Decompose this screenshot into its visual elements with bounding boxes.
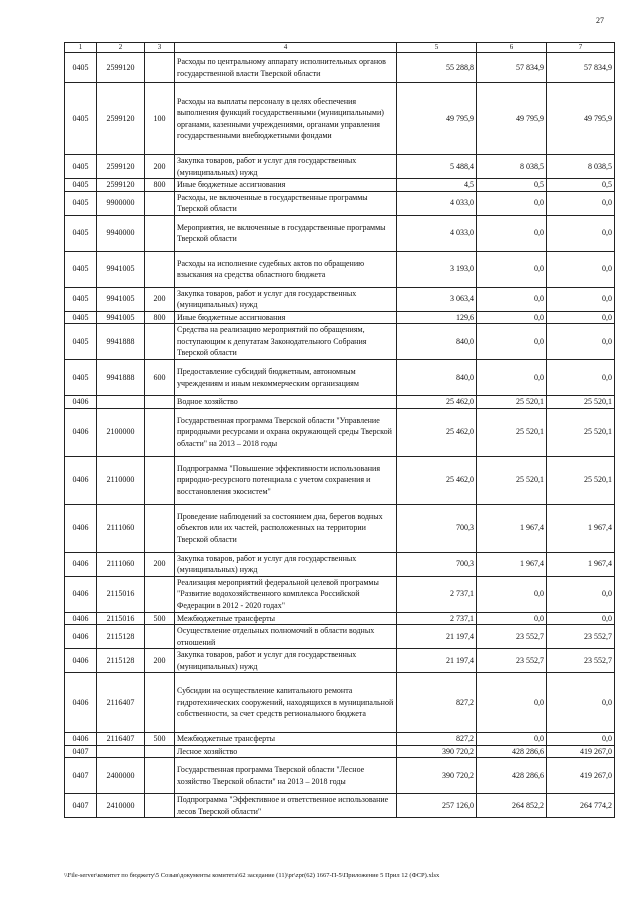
- section-code: 0407: [65, 794, 97, 818]
- section-code: 0406: [65, 733, 97, 746]
- row-description: Водное хозяйство: [175, 396, 397, 409]
- target-article-code: 2100000: [97, 408, 145, 456]
- table-row: [65, 179, 615, 192]
- expense-type-code: 500: [145, 733, 175, 746]
- value-col-6: 0,0: [477, 673, 547, 733]
- value-col-6: 23 552,7: [477, 649, 547, 673]
- value-col-7: 0,0: [547, 360, 615, 396]
- target-article-code: 2111060: [97, 552, 145, 576]
- table-row: [65, 733, 615, 746]
- expense-type-code: 600: [145, 360, 175, 396]
- table-row: [65, 324, 615, 360]
- budget-table: [64, 42, 615, 818]
- column-header: 2: [97, 43, 145, 53]
- table-row: [65, 155, 615, 179]
- value-col-6: 0,0: [477, 360, 547, 396]
- expense-type-code: [145, 408, 175, 456]
- section-code: 0405: [65, 215, 97, 251]
- section-code: 0405: [65, 155, 97, 179]
- target-article-code: [97, 396, 145, 409]
- value-col-6: 8 038,5: [477, 155, 547, 179]
- row-description: Межбюджетные трансферты: [175, 612, 397, 625]
- expense-type-code: 800: [145, 179, 175, 192]
- row-description: Иные бюджетные ассигнования: [175, 311, 397, 324]
- value-col-6: 0,0: [477, 215, 547, 251]
- value-col-6: 264 852,2: [477, 794, 547, 818]
- expense-type-code: [145, 215, 175, 251]
- value-col-6: 25 520,1: [477, 408, 547, 456]
- table-row: [65, 758, 615, 794]
- value-col-5: 25 462,0: [397, 408, 477, 456]
- table-row: [65, 504, 615, 552]
- section-code: 0406: [65, 612, 97, 625]
- value-col-7: 1 967,4: [547, 552, 615, 576]
- target-article-code: 9941888: [97, 360, 145, 396]
- value-col-6: 0,0: [477, 324, 547, 360]
- value-col-5: 700,3: [397, 504, 477, 552]
- value-col-6: 25 520,1: [477, 396, 547, 409]
- value-col-6: 25 520,1: [477, 456, 547, 504]
- section-code: 0405: [65, 179, 97, 192]
- column-header: 1: [65, 43, 97, 53]
- table-row: [65, 311, 615, 324]
- expense-type-code: [145, 53, 175, 83]
- section-code: 0405: [65, 53, 97, 83]
- value-col-6: 0,0: [477, 311, 547, 324]
- expense-type-code: [145, 673, 175, 733]
- target-article-code: 9900000: [97, 191, 145, 215]
- table-row: [65, 83, 615, 155]
- value-col-7: 0,0: [547, 673, 615, 733]
- section-code: 0407: [65, 745, 97, 758]
- row-description: Иные бюджетные ассигнования: [175, 179, 397, 192]
- value-col-7: 0,0: [547, 251, 615, 287]
- value-col-6: 0,0: [477, 612, 547, 625]
- row-description: Реализация мероприятий федеральной целевой программы "Развитие водохозяйственного комплекса Российской Федерации в 2012 - 2020 годах": [175, 576, 397, 612]
- value-col-7: 0,5: [547, 179, 615, 192]
- target-article-code: 2115128: [97, 625, 145, 649]
- expense-type-code: [145, 625, 175, 649]
- value-col-7: 264 774,2: [547, 794, 615, 818]
- row-description: Расходы на исполнение судебных актов по обращению взыскания на средства областного бюджета: [175, 251, 397, 287]
- value-col-7: 23 552,7: [547, 625, 615, 649]
- expense-type-code: [145, 251, 175, 287]
- target-article-code: 2116407: [97, 673, 145, 733]
- table-row: [65, 360, 615, 396]
- target-article-code: 9941005: [97, 287, 145, 311]
- target-article-code: 2115016: [97, 576, 145, 612]
- value-col-5: 5 488,4: [397, 155, 477, 179]
- target-article-code: 9941005: [97, 311, 145, 324]
- value-col-6: 57 834,9: [477, 53, 547, 83]
- table-row: [65, 673, 615, 733]
- value-col-5: 390 720,2: [397, 745, 477, 758]
- target-article-code: 9940000: [97, 215, 145, 251]
- row-description: Государственная программа Тверской области "Лесное хозяйство Тверской области" на 2013 – 2018 годы: [175, 758, 397, 794]
- value-col-5: 25 462,0: [397, 396, 477, 409]
- section-code: 0405: [65, 83, 97, 155]
- table-row: [65, 251, 615, 287]
- value-col-5: 840,0: [397, 324, 477, 360]
- row-description: Проведение наблюдений за состоянием дна, берегов водных объектов или их частей, расположенных на территории Тверской области: [175, 504, 397, 552]
- target-article-code: 2410000: [97, 794, 145, 818]
- value-col-7: 25 520,1: [547, 396, 615, 409]
- row-description: Мероприятия, не включенные в государственные программы Тверской области: [175, 215, 397, 251]
- column-header: 6: [477, 43, 547, 53]
- value-col-6: 0,0: [477, 733, 547, 746]
- value-col-7: 25 520,1: [547, 408, 615, 456]
- value-col-7: 0,0: [547, 311, 615, 324]
- column-header: 3: [145, 43, 175, 53]
- value-col-6: 1 967,4: [477, 552, 547, 576]
- table-row: [65, 745, 615, 758]
- row-description: Лесное хозяйство: [175, 745, 397, 758]
- table-row: [65, 552, 615, 576]
- row-description: Предоставление субсидий бюджетным, автономным учреждениям и иным некоммерческим организациям: [175, 360, 397, 396]
- row-description: Расходы на выплаты персоналу в целях обеспечения выполнения функций государственными (муниципальными) органами, казенными учреждениями, органами управления государственными внебюджетными фондами: [175, 83, 397, 155]
- table-row: [65, 396, 615, 409]
- table-row: [65, 215, 615, 251]
- expense-type-code: 500: [145, 612, 175, 625]
- section-code: 0405: [65, 360, 97, 396]
- section-code: 0406: [65, 504, 97, 552]
- target-article-code: 2115128: [97, 649, 145, 673]
- expense-type-code: 200: [145, 155, 175, 179]
- value-col-5: 2 737,1: [397, 576, 477, 612]
- value-col-6: 0,0: [477, 251, 547, 287]
- section-code: 0406: [65, 649, 97, 673]
- section-code: 0405: [65, 191, 97, 215]
- value-col-5: 827,2: [397, 733, 477, 746]
- row-description: Закупка товаров, работ и услуг для государственных (муниципальных) нужд: [175, 552, 397, 576]
- value-col-7: 419 267,0: [547, 758, 615, 794]
- value-col-5: 2 737,1: [397, 612, 477, 625]
- header-row: [65, 43, 615, 53]
- section-code: 0406: [65, 673, 97, 733]
- section-code: 0406: [65, 396, 97, 409]
- row-description: Средства на реализацию мероприятий по обращениям, поступающим к депутатам Законодательного Собрания Тверской области: [175, 324, 397, 360]
- value-col-5: 827,2: [397, 673, 477, 733]
- section-code: 0406: [65, 408, 97, 456]
- value-col-5: 390 720,2: [397, 758, 477, 794]
- target-article-code: 2111060: [97, 504, 145, 552]
- value-col-7: 0,0: [547, 191, 615, 215]
- table-row: [65, 612, 615, 625]
- section-code: 0405: [65, 251, 97, 287]
- column-header: 5: [397, 43, 477, 53]
- section-code: 0405: [65, 324, 97, 360]
- value-col-7: 0,0: [547, 576, 615, 612]
- value-col-7: 0,0: [547, 612, 615, 625]
- target-article-code: 2400000: [97, 758, 145, 794]
- table-row: [65, 287, 615, 311]
- expense-type-code: [145, 758, 175, 794]
- row-description: Подпрограмма "Эффективное и ответственное использование лесов Тверской области": [175, 794, 397, 818]
- row-description: Государственная программа Тверской области "Управление природными ресурсами и охрана окружающей среды Тверской области" на 2013 – 2018 годы: [175, 408, 397, 456]
- expense-type-code: 200: [145, 287, 175, 311]
- value-col-5: 4 033,0: [397, 191, 477, 215]
- table-row: [65, 625, 615, 649]
- target-article-code: 2115016: [97, 612, 145, 625]
- value-col-7: 0,0: [547, 215, 615, 251]
- value-col-5: 21 197,4: [397, 649, 477, 673]
- expense-type-code: [145, 576, 175, 612]
- expense-type-code: [145, 324, 175, 360]
- section-code: 0406: [65, 456, 97, 504]
- target-article-code: 2599120: [97, 83, 145, 155]
- row-description: Расходы, не включенные в государственные программы Тверской области: [175, 191, 397, 215]
- expense-type-code: [145, 396, 175, 409]
- value-col-5: 129,6: [397, 311, 477, 324]
- value-col-5: 4,5: [397, 179, 477, 192]
- expense-type-code: 200: [145, 649, 175, 673]
- value-col-5: 55 288,8: [397, 53, 477, 83]
- expense-type-code: 200: [145, 552, 175, 576]
- row-description: Осуществление отдельных полномочий в области водных отношений: [175, 625, 397, 649]
- row-description: Закупка товаров, работ и услуг для государственных (муниципальных) нужд: [175, 649, 397, 673]
- value-col-5: 700,3: [397, 552, 477, 576]
- expense-type-code: [145, 794, 175, 818]
- value-col-6: 428 286,6: [477, 758, 547, 794]
- value-col-7: 57 834,9: [547, 53, 615, 83]
- target-article-code: 2110000: [97, 456, 145, 504]
- target-article-code: [97, 745, 145, 758]
- value-col-7: 0,0: [547, 733, 615, 746]
- value-col-7: 8 038,5: [547, 155, 615, 179]
- value-col-5: 25 462,0: [397, 456, 477, 504]
- value-col-6: 428 286,6: [477, 745, 547, 758]
- table-row: [65, 576, 615, 612]
- table-row: [65, 649, 615, 673]
- value-col-7: 1 967,4: [547, 504, 615, 552]
- section-code: 0407: [65, 758, 97, 794]
- value-col-5: 3 063,4: [397, 287, 477, 311]
- expense-type-code: [145, 745, 175, 758]
- row-description: Закупка товаров, работ и услуг для государственных (муниципальных) нужд: [175, 155, 397, 179]
- value-col-6: 0,5: [477, 179, 547, 192]
- section-code: 0405: [65, 287, 97, 311]
- file-path-footer: \\File-server\комитет по бюджету\5 Созыв\документы комитета\62 заседание (11)\pr\zpr(62) 1667-П-5\Приложение 5 Прил 12 (ФСР).xlsx: [64, 872, 440, 879]
- section-code: 0406: [65, 576, 97, 612]
- value-col-5: 840,0: [397, 360, 477, 396]
- section-code: 0406: [65, 625, 97, 649]
- expense-type-code: 800: [145, 311, 175, 324]
- value-col-5: 49 795,9: [397, 83, 477, 155]
- row-description: Межбюджетные трансферты: [175, 733, 397, 746]
- section-code: 0405: [65, 311, 97, 324]
- target-article-code: 9941005: [97, 251, 145, 287]
- target-article-code: 2599120: [97, 53, 145, 83]
- value-col-7: 23 552,7: [547, 649, 615, 673]
- table-row: [65, 191, 615, 215]
- target-article-code: 2599120: [97, 179, 145, 192]
- expense-type-code: [145, 191, 175, 215]
- expense-type-code: [145, 456, 175, 504]
- page-number: 27: [596, 16, 604, 25]
- value-col-5: 4 033,0: [397, 215, 477, 251]
- table-row: [65, 408, 615, 456]
- target-article-code: 9941888: [97, 324, 145, 360]
- value-col-5: 21 197,4: [397, 625, 477, 649]
- value-col-6: 0,0: [477, 576, 547, 612]
- value-col-7: 419 267,0: [547, 745, 615, 758]
- table-row: [65, 53, 615, 83]
- expense-type-code: [145, 504, 175, 552]
- target-article-code: 2599120: [97, 155, 145, 179]
- value-col-5: 257 126,0: [397, 794, 477, 818]
- value-col-5: 3 193,0: [397, 251, 477, 287]
- row-description: Закупка товаров, работ и услуг для государственных (муниципальных) нужд: [175, 287, 397, 311]
- row-description: Субсидии на осуществление капитального ремонта гидротехнических сооружений, находящихся в муниципальной собственности, за счет средств регионального бюджета: [175, 673, 397, 733]
- expense-type-code: 100: [145, 83, 175, 155]
- section-code: 0406: [65, 552, 97, 576]
- row-description: Подпрограмма "Повышение эффективности использования природно-ресурсного потенциала с учетом сохранения и восстановления экосистем": [175, 456, 397, 504]
- value-col-7: 49 795,9: [547, 83, 615, 155]
- value-col-7: 0,0: [547, 287, 615, 311]
- value-col-6: 1 967,4: [477, 504, 547, 552]
- value-col-6: 0,0: [477, 191, 547, 215]
- value-col-6: 0,0: [477, 287, 547, 311]
- column-header: 7: [547, 43, 615, 53]
- column-header: 4: [175, 43, 397, 53]
- value-col-7: 0,0: [547, 324, 615, 360]
- table-row: [65, 456, 615, 504]
- target-article-code: 2116407: [97, 733, 145, 746]
- value-col-6: 23 552,7: [477, 625, 547, 649]
- value-col-7: 25 520,1: [547, 456, 615, 504]
- value-col-6: 49 795,9: [477, 83, 547, 155]
- row-description: Расходы по центральному аппарату исполнительных органов государственной власти Тверской области: [175, 53, 397, 83]
- table-row: [65, 794, 615, 818]
